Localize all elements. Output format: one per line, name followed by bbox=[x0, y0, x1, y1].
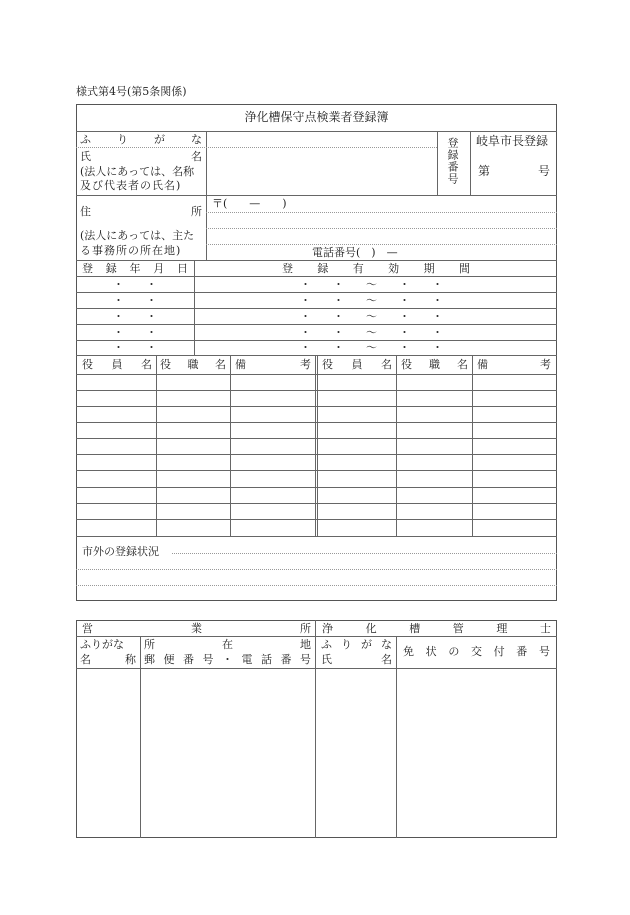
dai-label: 第 bbox=[478, 164, 491, 178]
registration-date-header: 登 録 年 月 日 bbox=[82, 262, 188, 275]
officer-name-header-left: 役 員 名 bbox=[82, 358, 152, 371]
license-number-label: 免 状 の 交 付 番 号 bbox=[403, 645, 550, 658]
validity-period-cell: ・ ・ 〜 ・ ・ bbox=[300, 341, 443, 354]
registration-date-cell: ・ ・ bbox=[113, 278, 157, 291]
office-name-label: 名 称 bbox=[80, 653, 136, 666]
go-label: 号 bbox=[538, 164, 551, 178]
validity-period-cell: ・ ・ 〜 ・ ・ bbox=[300, 310, 443, 323]
registration-date-cell: ・ ・ bbox=[113, 326, 157, 339]
corp-address-note-1: (法人にあっては、主た bbox=[80, 229, 195, 242]
validity-period-cell: ・ ・ 〜 ・ ・ bbox=[300, 294, 443, 307]
validity-period-cell: ・ ・ 〜 ・ ・ bbox=[300, 326, 443, 339]
manager-header: 浄 化 槽 管 理 士 bbox=[322, 622, 551, 635]
postal-code-line: 〒( — ) bbox=[212, 197, 287, 210]
name-furigana-label: ふ り が な bbox=[80, 133, 202, 146]
gifu-registration-label: 岐阜市長登録 bbox=[476, 134, 549, 148]
name-label: 氏 名 bbox=[80, 150, 202, 163]
position-header-left: 役 職 名 bbox=[160, 358, 226, 371]
page-title: 浄化槽保守点検業者登録簿 bbox=[244, 110, 389, 124]
manager-furigana-label: ふ り が な bbox=[321, 638, 392, 651]
corp-name-note-1: (法人にあっては、名称 bbox=[80, 165, 195, 178]
corp-name-note-2: 及び代表者の氏名) bbox=[80, 179, 182, 192]
manager-name-label: 氏 名 bbox=[321, 653, 392, 666]
postal-phone-label: 郵 便 番 号 ・ 電 話 番 号 bbox=[144, 653, 311, 666]
phone-number-line: 電話番号( ) — bbox=[312, 246, 398, 259]
remarks-header-left: 備 考 bbox=[235, 358, 311, 371]
registration-date-cell: ・ ・ bbox=[113, 294, 157, 307]
registration-number-label: 登録番号 bbox=[446, 137, 459, 185]
validity-period-header: 登 録 有 効 期 間 bbox=[282, 262, 470, 275]
registration-date-cell: ・ ・ bbox=[113, 310, 157, 323]
remarks-header-right: 備 考 bbox=[477, 358, 551, 371]
corp-address-note-2: る事務所の所在地) bbox=[80, 244, 182, 257]
form-label: 様式第4号(第5条関係) bbox=[76, 85, 187, 98]
position-header-right: 役 職 名 bbox=[401, 358, 468, 371]
address-label: 住 所 bbox=[80, 205, 202, 218]
validity-period-cell: ・ ・ 〜 ・ ・ bbox=[300, 278, 443, 291]
outside-city-registration-label: 市外の登録状況 bbox=[82, 545, 159, 558]
registration-date-cell: ・ ・ bbox=[113, 341, 157, 354]
officer-name-header-right: 役 員 名 bbox=[322, 358, 392, 371]
office-address-label: 所 在 地 bbox=[144, 638, 311, 651]
office-furigana-label: ふりがな bbox=[80, 638, 124, 651]
office-header: 営 業 所 bbox=[82, 622, 311, 635]
